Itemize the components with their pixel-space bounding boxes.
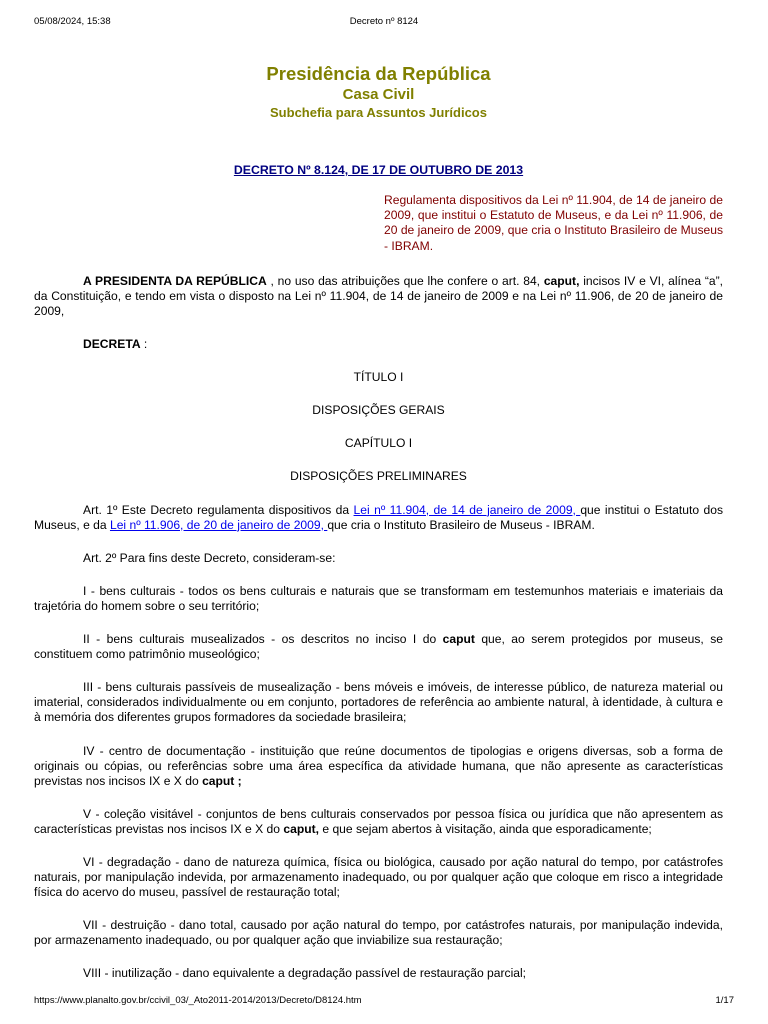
inciso-2 xyxy=(34,632,723,662)
art1-text-2: que institui o Estatuto dos Museus, e da xyxy=(34,502,723,532)
titulo-name: DISPOSIÇÕES GERAIS xyxy=(312,403,445,418)
inc5-text-2: e que sejam abertos à visitação, ainda que esporadicamente; xyxy=(319,821,652,836)
inciso-7: VII - destruição - dano total, causado por ação natural do tempo, por catástrofes naturais, por manipulação indevida, por armazenamento inadequado, ou por qualquer ação que inviabilize sua restauração; xyxy=(34,918,723,948)
print-header xyxy=(0,16,768,30)
art1-text-3: que cria o Instituto Brasileiro de Museus - IBRAM. xyxy=(327,517,595,532)
inc4-caput: caput ; xyxy=(202,773,242,788)
decreta-word: DECRETA xyxy=(83,337,141,352)
inc2-caput: caput xyxy=(442,632,475,647)
inc2-text-2: que, ao serem protegidos por museus, se constituem como patrimônio museológico; xyxy=(34,632,724,662)
preamble-caput: caput, xyxy=(543,273,580,288)
inciso-6: VI - degradação - dano de natureza química, física ou biológica, causado por ação natural do tempo, por catástrofes naturais, por manipulação indevida, por armazenamento inadequado, ou por qualquer ação que coloque em risco a integridade física do acervo do museu, passível de restauração total; xyxy=(34,854,723,900)
preamble-text-2: incisos IV e VI, alínea “a”, da Constituição, e tendo em vista o disposto na Lei nº 11.904, de 14 de janeiro de 2009 e na Lei nº 11.906, de 20 de janeiro de 2009, xyxy=(34,273,723,318)
presidency-heading: Presidência da República xyxy=(266,63,491,84)
titulo-heading: TÍTULO I xyxy=(353,370,404,385)
article-1 xyxy=(34,503,723,533)
print-footer xyxy=(0,995,768,1009)
law-11906-link[interactable]: Lei nº 11.906, de 20 de janeiro de 2009, xyxy=(109,517,328,532)
document-body xyxy=(34,62,723,982)
decree-title-link[interactable]: DECRETO Nº 8.124, DE 17 DE OUTUBRO DE 2013 xyxy=(233,163,524,177)
inciso-5 xyxy=(34,807,723,837)
capitulo-heading: CAPÍTULO I xyxy=(344,436,413,451)
article-2: Art. 2º Para fins deste Decreto, consideram-se: xyxy=(83,550,336,565)
inc5-text: V - coleção visitável - conjuntos de bens culturais conservados por pessoa física ou jurídica que não apresentem as características previstas nos incisos IX e X do xyxy=(34,806,723,836)
inciso-1: I - bens culturais - todos os bens culturais e naturais que se transformam em testemunhos materiais e imateriais da trajetória do homem sobre o seu território; xyxy=(34,583,723,613)
casa-civil-heading: Casa Civil xyxy=(342,86,415,103)
capitulo-name: DISPOSIÇÕES PRELIMINARES xyxy=(290,469,467,484)
print-page-number: 1/17 xyxy=(715,995,734,1006)
inciso-4 xyxy=(34,744,723,789)
print-doc-title: Decreto nº 8124 xyxy=(349,16,419,27)
art1-text: Art. 1º Este Decreto regulamenta dispositivos da xyxy=(83,502,354,517)
law-11904-link[interactable]: Lei nº 11.904, de 14 de janeiro de 2009, xyxy=(353,502,581,517)
inc2-text: II - bens culturais musealizados - os descritos no inciso I do xyxy=(83,632,443,647)
inciso-8: VIII - inutilização - dano equivalente a degradação passível de restauração parcial; xyxy=(83,966,527,981)
preamble xyxy=(34,274,723,319)
preamble-lead: A PRESIDENTA DA REPÚBLICA xyxy=(83,273,267,288)
decreta-suffix: : xyxy=(140,337,148,352)
print-url: https://www.planalto.gov.br/ccivil_03/_Ato2011-2014/2013/Decreto/D8124.htm xyxy=(34,995,362,1006)
preamble-text: , no uso das atribuições que lhe confere o art. 84, xyxy=(266,273,544,288)
print-datetime: 05/08/2024, 15:38 xyxy=(34,16,111,27)
inciso-3: III - bens culturais passíveis de musealização - bens móveis e imóveis, de interesse público, de natureza material ou imaterial, considerados individualmente ou em conjunto, portadores de referência ao ambiente natural, à identidade, à cultura e à memória dos diferentes grupos formadores da sociedade brasileira; xyxy=(34,680,723,725)
inc4-text: IV - centro de documentação - instituição que reúne documentos de tipologias e origens diversas, sob a forma de originais ou cópias, ou referências sobre uma área específica da atividade humana, que não apresente as características previstas nos incisos IX e X do xyxy=(34,743,723,788)
inc5-caput: caput, xyxy=(283,821,319,836)
decreta xyxy=(34,337,723,352)
ementa: Regulamenta dispositivos da Lei nº 11.904, de 14 de janeiro de 2009, que institui o Estatuto de Museus, e da Lei nº 11.906, de 20 de janeiro de 2009, que cria o Instituto Brasileiro de Museus - IBRAM. xyxy=(384,193,723,253)
decree-title xyxy=(34,162,723,178)
subchefia-heading: Subchefia para Assuntos Jurídicos xyxy=(270,105,487,120)
